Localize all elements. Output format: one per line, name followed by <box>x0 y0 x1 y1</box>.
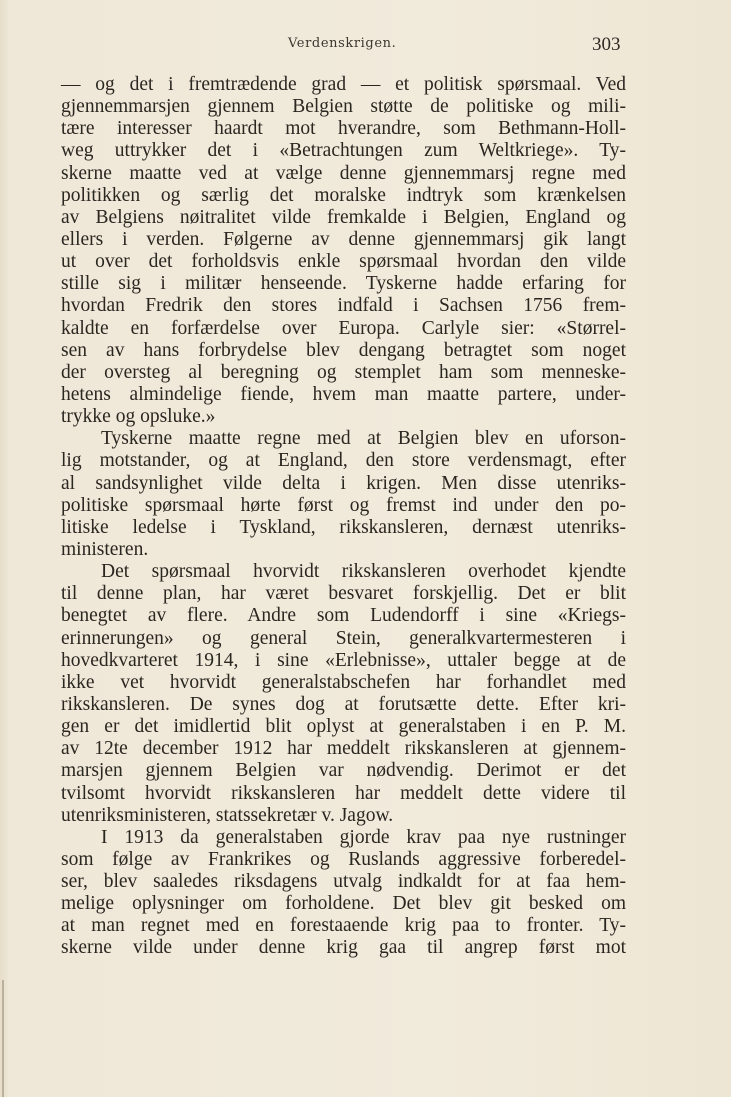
text-line: politikken og særlig det moralske indtryk som krænkelsen <box>61 184 626 206</box>
text-line: ut over det forholdsvis enkle spørsmaal hvordan den vilde <box>61 251 626 273</box>
text-line: skerne vilde under denne krig gaa til angrep først mot <box>61 937 626 959</box>
text-line: ministeren. <box>61 538 149 560</box>
text-line: erinnerungen» og general Stein, generalkvartermesteren i <box>61 627 626 649</box>
text-line: kaldte en forfærdelse over Europa. Carlyle sier: «Størrel- <box>61 317 626 339</box>
text-line: — og det i fremtrædende grad — et politisk spørsmaal. Ved <box>61 74 626 95</box>
text-line: gen er det imidlertid blit oplyst at generalstaben i en P. M. <box>61 716 626 738</box>
text-line: av Belgiens nøitralitet vilde fremkalde i Belgien, England og <box>61 206 626 228</box>
text-line: al sandsynlighet vilde delta i krigen. Men disse utenriks- <box>61 472 626 494</box>
text-line: som følge av Frankrikes og Ruslands aggressive forberedel- <box>61 848 626 870</box>
text-line: gjennemmarsjen gjennem Belgien støtte de politiske og mili- <box>61 96 626 118</box>
text-line: litiske ledelse i Tyskland, rikskansleren, dernæst utenriks- <box>61 516 626 538</box>
text-line: hovedkvarteret 1914, i sine «Erlebnisse», uttaler begge at de <box>61 649 626 671</box>
text-line: Tyskerne maatte regne med at Belgien blev en uforson- <box>101 428 626 450</box>
text-line: av 12te december 1912 har meddelt rikskansleren at gjennem- <box>61 738 626 760</box>
text-line: lig motstander, og at England, den store verdensmagt, efter <box>61 450 626 472</box>
text-line: stille sig i militær henseende. Tyskerne hadde erfaring for <box>61 273 626 295</box>
text-line: marsjen gjennem Belgien var nødvendig. Derimot er det <box>61 760 626 782</box>
text-line: til denne plan, har været besvaret forskjellig. Det er blit <box>61 583 626 605</box>
text-line: I 1913 da generalstaben gjorde krav paa nye rustninger <box>101 826 626 848</box>
page-edge-mark <box>2 980 4 1097</box>
text-line: utenriksministeren, statssekretær v. Jagow. <box>61 804 394 826</box>
body-text <box>61 74 626 960</box>
text-line: rikskansleren. De synes dog at forutsætte dette. Efter kri- <box>61 693 626 715</box>
text-line: benegtet av flere. Andre som Ludendorff i sine «Kriegs- <box>61 605 626 627</box>
text-line: der oversteg al beregning og stemplet ham som menneske- <box>61 361 626 383</box>
text-line: at man regnet med en forestaaende krig paa to fronter. Ty- <box>61 915 626 937</box>
text-line: tvilsomt hvorvidt rikskansleren har meddelt dette videre til <box>61 782 626 804</box>
text-line: ellers i verden. Følgerne av denne gjennemmarsj gik langt <box>61 228 626 250</box>
page-header <box>0 36 731 56</box>
text-line: politiske spørsmaal hørte først og fremst ind under den po- <box>61 494 626 516</box>
text-line: hvordan Fredrik den stores indfald i Sachsen 1756 frem- <box>61 295 626 317</box>
text-line: skerne maatte ved at vælge denne gjennemmarsj regne med <box>61 162 626 184</box>
text-line: sen av hans forbrydelse blev dengang betragtet som noget <box>61 339 626 361</box>
running-title: Verdenskrigen. <box>288 36 397 51</box>
text-line: weg uttrykker det i «Betrachtungen zum Weltkriege». Ty- <box>61 140 626 162</box>
text-line: ser, blev saaledes riksdagens utvalg indkaldt for at faa hem- <box>61 871 626 893</box>
page-number: 303 <box>592 34 621 55</box>
text-line: trykke og opsluke.» <box>61 406 216 428</box>
text-line: Det spørsmaal hvorvidt rikskansleren overhodet kjendte <box>101 561 626 583</box>
text-line: tære interesser haardt mot hverandre, som Bethmann-Holl- <box>61 118 626 140</box>
text-line: melige oplysninger om forholdene. Det blev git besked om <box>61 893 626 915</box>
text-line: hetens almindelige fiende, hvem man maatte partere, under- <box>61 383 626 405</box>
text-line: ikke vet hvorvidt generalstabschefen har forhandlet med <box>61 671 626 693</box>
